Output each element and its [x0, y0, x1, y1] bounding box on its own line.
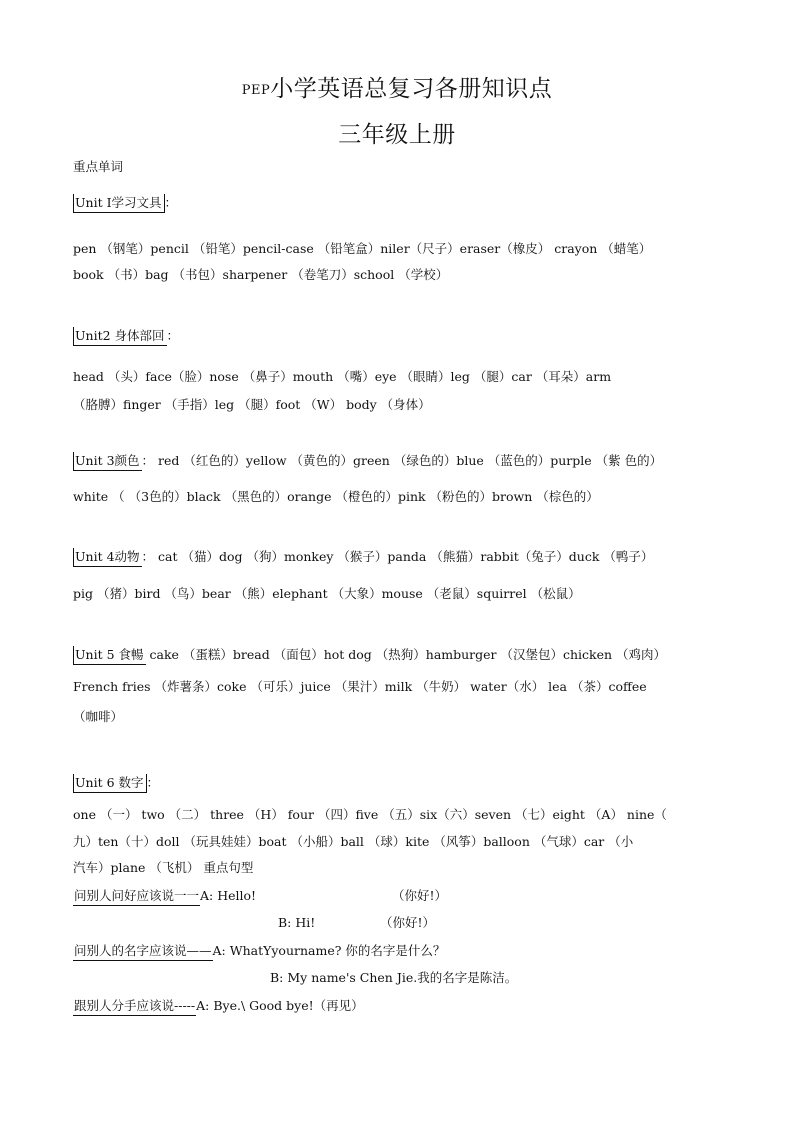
unit-1-heading	[73, 194, 177, 213]
document-subtitle: 三年级上册	[338, 122, 456, 148]
unit-3-line-1	[73, 452, 662, 471]
unit-1-line-1: pen （钢笔）pencil （铅笔）pencil-case （铅笔盒）niler（尺子）eraser（橡皮） crayon （蜡笔）	[73, 241, 652, 256]
unit-6-line-2: 九）ten（十）doll （玩具娃娃）boat （小船）ball （球）kite （风筝）balloon （气球）car （小	[73, 834, 634, 849]
dialog-1-b: B: Hi!	[278, 915, 316, 930]
unit-6-line-1: one （一） two （二） three （H） four （四）five （五）six（六）seven （七）eight （A） nine（	[73, 807, 667, 822]
dialog-1-prompt: 问别人问好应该说一一	[73, 887, 200, 906]
unit-4-title: Unit 4动物	[73, 548, 142, 567]
unit-6-suffix: ：	[146, 775, 160, 790]
dialog-3-a: A: Bye.\ Good bye!（再见）	[196, 998, 364, 1013]
dialog-2-b: B: My name's Chen Jie.我的名字是陈洁。	[270, 970, 518, 985]
unit-2-line-1: head （头）face（脸）nose （鼻子）mouth （嘴）eye （眼睛）leg （腿）car （耳朵）arm	[73, 369, 612, 384]
unit-4-line-2: pig （猪）bird （鸟）bear （熊）elephant （大象）mouse （老鼠）squirrel （松鼠）	[73, 586, 581, 601]
unit-2-title: Unit2 身体部回	[73, 327, 167, 346]
dialog-2-a: A: WhatYyourname? 你的名字是什么？	[212, 943, 446, 958]
unit-5-line-1-text: cake （蛋糕）bread （面包）hot dog （热狗）hamburger （汉堡包）chicken （鸡肉）	[145, 647, 667, 662]
unit-6-heading	[73, 774, 159, 793]
unit-6-line-3: 汽车）plane （飞机） 重点句型	[73, 860, 254, 875]
section-heading: 重点单词	[73, 159, 124, 174]
unit-1-title: Unit I学习文具	[73, 194, 165, 213]
unit-2-suffix: ：	[166, 328, 180, 343]
unit-5-line-2: French fries （炸薯条）coke （可乐）juice （果汁）milk （牛奶） water（水） lea （茶）coffee	[73, 679, 647, 694]
unit-2-heading	[73, 327, 179, 346]
unit-3-title: Unit 3颜色	[73, 452, 142, 471]
unit-1-line-2: book （书）bag （书包）sharpener （卷笔刀）school （学校）	[73, 267, 449, 282]
dialog-1-a: A: Hello!	[200, 888, 257, 903]
dialog-1-a-translation: （你好!）	[392, 888, 448, 903]
dialog-2-line-a	[73, 942, 445, 961]
unit-5-line-1	[73, 646, 666, 665]
dialog-2-prompt: 问别人的名字应该说——	[73, 942, 213, 961]
dialog-3-prompt: 跟别人分手应该说-----	[73, 997, 196, 1016]
unit-4-line-1	[73, 548, 653, 567]
dialog-1-b-translation: （你好!）	[380, 915, 436, 930]
unit-5-line-3: （咖啡）	[73, 709, 124, 724]
dialog-1-line-a	[73, 887, 256, 906]
title-main: 小学英语总复习各册知识点	[270, 76, 553, 102]
document-title	[0, 70, 794, 103]
unit-3-line-2: white （ （3色的）black （黑色的）orange （橙色的）pink （粉色的）brown （棕色的）	[73, 489, 599, 504]
unit-3-line-1-text: red （红色的）yellow （黄色的）green （绿色的）blue （蓝色的）purple （紫 色的）	[154, 453, 663, 468]
unit-4-line-1-text: cat （猫）dog （狗）monkey （猴子）panda （熊猫）rabbit（兔子）duck （鸭子）	[154, 549, 654, 564]
unit-5-title: Unit 5 食暢	[73, 646, 146, 665]
unit-4-suffix: ：	[141, 549, 155, 564]
unit-2-line-2: （胳膊）finger （手指）leg （腿）foot （W） body （身体）	[73, 397, 431, 412]
unit-1-suffix: ：	[164, 195, 178, 210]
unit-3-suffix: ：	[141, 453, 155, 468]
unit-6-title: Unit 6 数字	[73, 774, 147, 793]
dialog-3-line-a	[73, 997, 364, 1016]
title-prefix: PEP	[241, 83, 271, 98]
